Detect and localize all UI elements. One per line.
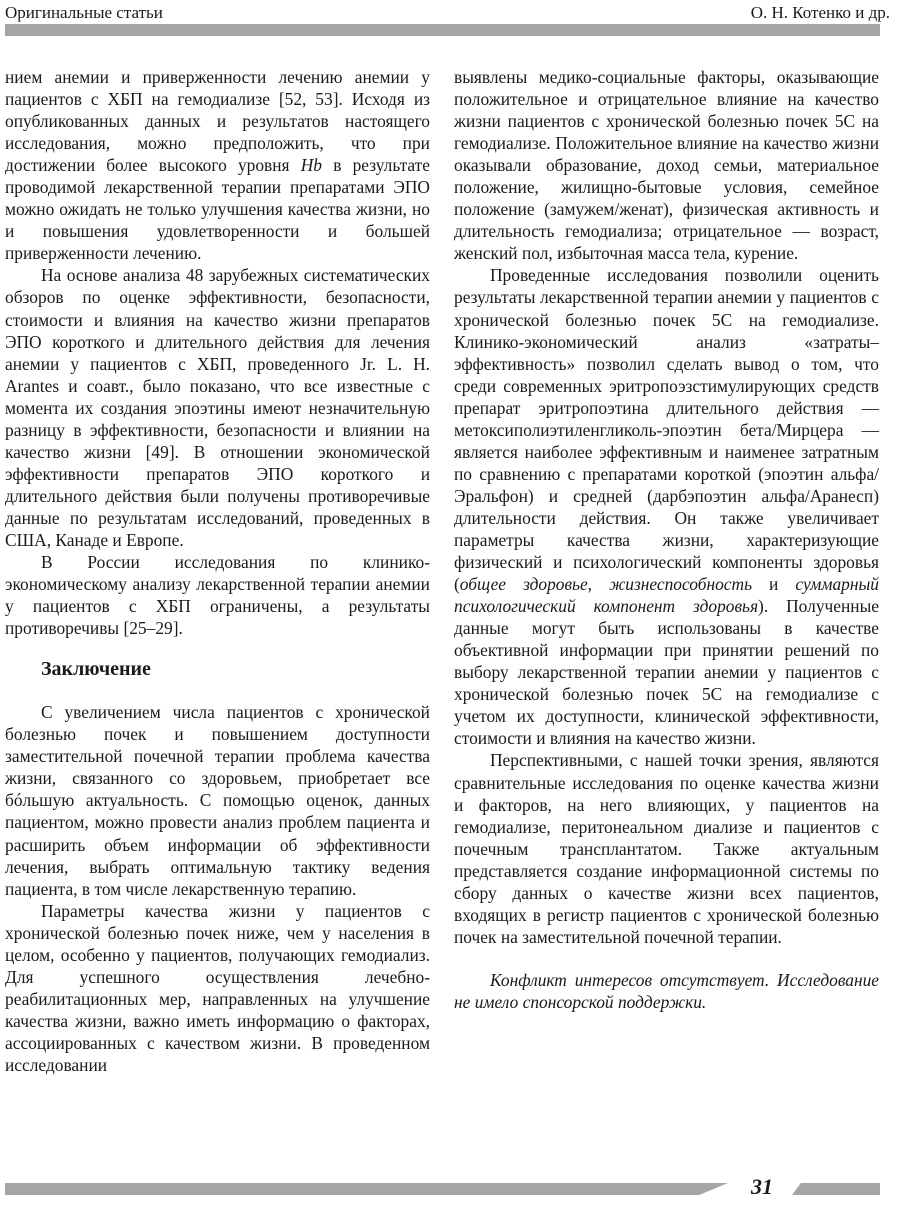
paragraph: Параметры качества жизни у пациентов с хронической болезнью почек ниже, чем у населения в целом, особенно у пациентов, получающих гемодиализ. Для успешного осуществления лечебно-реабилитационных мер, направленных на улучшение качества жизни, важно иметь информацию о факторах, ассоциированных с качеством жизни. В проведенном исследовании (5, 900, 430, 1075)
header-rule (5, 24, 880, 36)
paragraph: В России исследования по клинико-экономическому анализу лекарственной терапии анемии у пациентов с ХБП ограничены, а результаты противоречивы [25–29]. (5, 552, 430, 639)
running-head (5, 2, 890, 24)
paragraph: Проведенные исследования позволили оценить результаты лекарственной терапии анемии у пациентов с хронической болезнью почек 5С на гемодиализе. Клинико-экономический анализ «затраты–эффективность» позволил сделать вывод о том, что среди современных эритропоэзстимулирующих средств препарат эритропоэтина длительного действия — метоксиполиэтиленгликоль-эпоэтин бета/Мирцера — является наиболее эффективным и наименее затратным по сравнению с препаратами короткой (эпоэтин альфа/Эральфон) и средней (дарбэпоэтин альфа/Аранесп) длительности действия. Он также увеличивает параметры качества жизни, характеризующие физический и психологический компоненты здоровья (общее здоровье, жизнеспособность и суммарный психологический компонент здоровья). Полученные данные могут быть использованы в качестве объективной информации при принятии решений по выбору лекарственной терапии анемии у пациентов с хронической болезнью почек 5С на гемодиализе с учетом их доступности, клинической эффективности, стоимости и влияния на качество жизни. (454, 265, 879, 749)
right-column (454, 66, 879, 1013)
section-heading: Заключение (41, 658, 151, 681)
conflict-statement: Конфликт интересов отсутствует. Исследование не имело спонсорской поддержки. (454, 969, 879, 1012)
authors: О. Н. Котенко и др. (750, 3, 890, 22)
paragraph: нием анемии и приверженности лечению анемии у пациентов с ХБП на гемодиализе [52, 53]. Исходя из опубликованных данных и результатов настоящего исследования, можно предположить, что при достижении более высокого уровня Hb в результате проводимой лекарственной терапии препаратами ЭПО можно ожидать не только улучшения качества жизни, но и повышения удовлетворенности и большей приверженности лечению. (5, 67, 430, 264)
paragraph: Перспективными, с нашей точки зрения, являются сравнительные исследования по оценке качества жизни и факторов, на него влияющих, у пациентов на гемодиализе, перитонеальном диализе и пациентов с почечным трансплантатом. Также актуальным представляется создание информационной системы по сбору данных о качестве жизни всех пациентов, входящих в регистр пациентов с хронической болезнью почек на заместительной почечной терапии. (454, 750, 879, 947)
footer-rule-left (5, 1183, 728, 1195)
paragraph: С увеличением числа пациентов с хронической болезнью почек и повышением доступности заместительной почечной терапии проблема качества жизни, связанного со здоровьем, приобретает все бóльшую актуальность. С помощью оценок, данных пациентом, можно провести анализ проблем пациента и расширить объем информации об эффективности лечения, выбрать оптимальную тактику ведения пациента, в том числе лекарственную терапию. (5, 702, 430, 899)
left-column (5, 66, 430, 1076)
footer-rule-right (792, 1183, 880, 1195)
paragraph: выявлены медико-социальные факторы, оказывающие положительное и отрицательное влияние на качество жизни пациентов с хронической болезнью почек 5С на гемодиализе. Положительное влияние на качество жизни оказывали образование, доход семьи, материальное положение, жилищно-бытовые условия, семейное положение (замужем/женат), физическая активность и длительность гемодиализа; отрицательное — возраст, женский пол, избыточная масса тела, курение. (454, 67, 879, 264)
paragraph: На основе анализа 48 зарубежных систематических обзоров по оценке эффективности, безопасности, стоимости и влияния на качество жизни препаратов ЭПО короткого и длительного действия для лечения анемии у пациентов с ХБП, проведенного Jr. L. H. Arantes и соавт., было показано, что все известные с момента их создания эпоэтины имеют незначительную разницу в эффективности, безопасности и влиянии на качество жизни [49]. В отношении экономической эффективности препаратов ЭПО короткого и длительного действия были получены противоречивые данные по результатам исследований, проведенных в США, Канаде и Европе. (5, 265, 430, 550)
page-number: 31 (751, 1174, 773, 1199)
section-title: Оригинальные статьи (5, 3, 163, 22)
